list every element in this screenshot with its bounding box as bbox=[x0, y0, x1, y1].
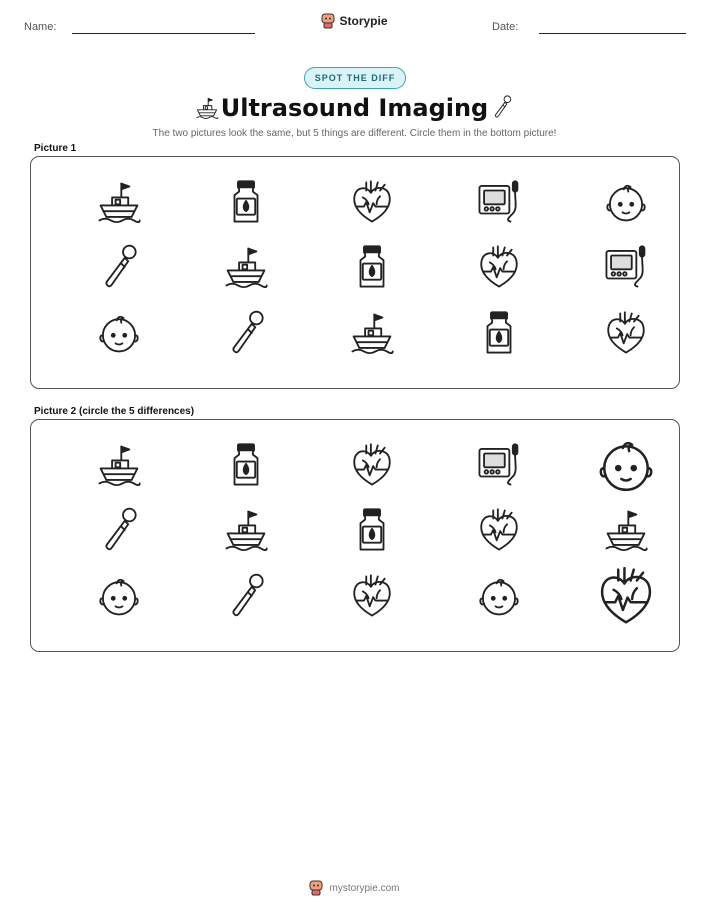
medicine-bottle-icon bbox=[223, 179, 269, 225]
baby-face-icon[interactable] bbox=[595, 434, 657, 496]
page-title: Ultrasound Imaging bbox=[220, 94, 489, 122]
instructions: The two pictures look the same, but 5 things are different. Circle them in the bottom picture! bbox=[152, 128, 557, 139]
picture-2-label: Picture 2 (circle the 5 differences) bbox=[34, 406, 195, 417]
medicine-bottle-icon[interactable] bbox=[349, 507, 395, 553]
medicine-bottle-icon bbox=[476, 310, 522, 356]
boat-icon bbox=[96, 179, 142, 225]
ultrasound-machine-icon[interactable] bbox=[476, 442, 522, 488]
boat-icon bbox=[349, 310, 395, 356]
baby-face-icon[interactable] bbox=[476, 573, 522, 619]
heart-icon bbox=[349, 179, 395, 225]
ultrasound-machine-icon bbox=[476, 179, 522, 225]
ultrasound-probe-icon bbox=[96, 244, 142, 290]
storypie-mascot-icon bbox=[309, 880, 323, 896]
heart-icon[interactable] bbox=[595, 565, 657, 627]
heart-icon bbox=[603, 310, 649, 356]
boat-icon[interactable] bbox=[223, 507, 269, 553]
spot-the-diff-badge: SPOT THE DIFF bbox=[304, 67, 406, 89]
title-row bbox=[0, 90, 709, 126]
ultrasound-probe-icon[interactable] bbox=[96, 507, 142, 553]
ultrasound-probe-icon bbox=[223, 310, 269, 356]
storypie-mascot-icon bbox=[321, 13, 335, 29]
ultrasound-machine-icon bbox=[603, 244, 649, 290]
boat-icon[interactable] bbox=[603, 507, 649, 553]
medicine-bottle-icon bbox=[349, 244, 395, 290]
picture-1-label: Picture 1 bbox=[34, 143, 77, 154]
heart-icon[interactable] bbox=[349, 573, 395, 619]
picture-2-panel[interactable] bbox=[30, 419, 680, 652]
boat-icon bbox=[223, 244, 269, 290]
brand-logo bbox=[0, 13, 709, 29]
date-label: Date: bbox=[492, 21, 519, 33]
picture-1-panel bbox=[30, 156, 680, 389]
name-line[interactable] bbox=[72, 33, 255, 34]
name-label: Name: bbox=[24, 21, 57, 33]
footer bbox=[0, 880, 709, 896]
heart-icon bbox=[476, 244, 522, 290]
baby-face-icon[interactable] bbox=[96, 573, 142, 619]
date-line[interactable] bbox=[539, 33, 686, 34]
heart-icon[interactable] bbox=[476, 507, 522, 553]
boat-icon[interactable] bbox=[96, 442, 142, 488]
medicine-bottle-icon[interactable] bbox=[223, 442, 269, 488]
ultrasound-probe-icon bbox=[490, 92, 514, 122]
ultrasound-probe-icon[interactable] bbox=[223, 573, 269, 619]
brand-name: Storypie bbox=[339, 14, 388, 28]
heart-icon[interactable] bbox=[349, 442, 395, 488]
footer-url[interactable]: mystorypie.com bbox=[329, 882, 400, 894]
baby-face-icon bbox=[603, 179, 649, 225]
boat-icon bbox=[194, 96, 220, 120]
baby-face-icon bbox=[96, 310, 142, 356]
